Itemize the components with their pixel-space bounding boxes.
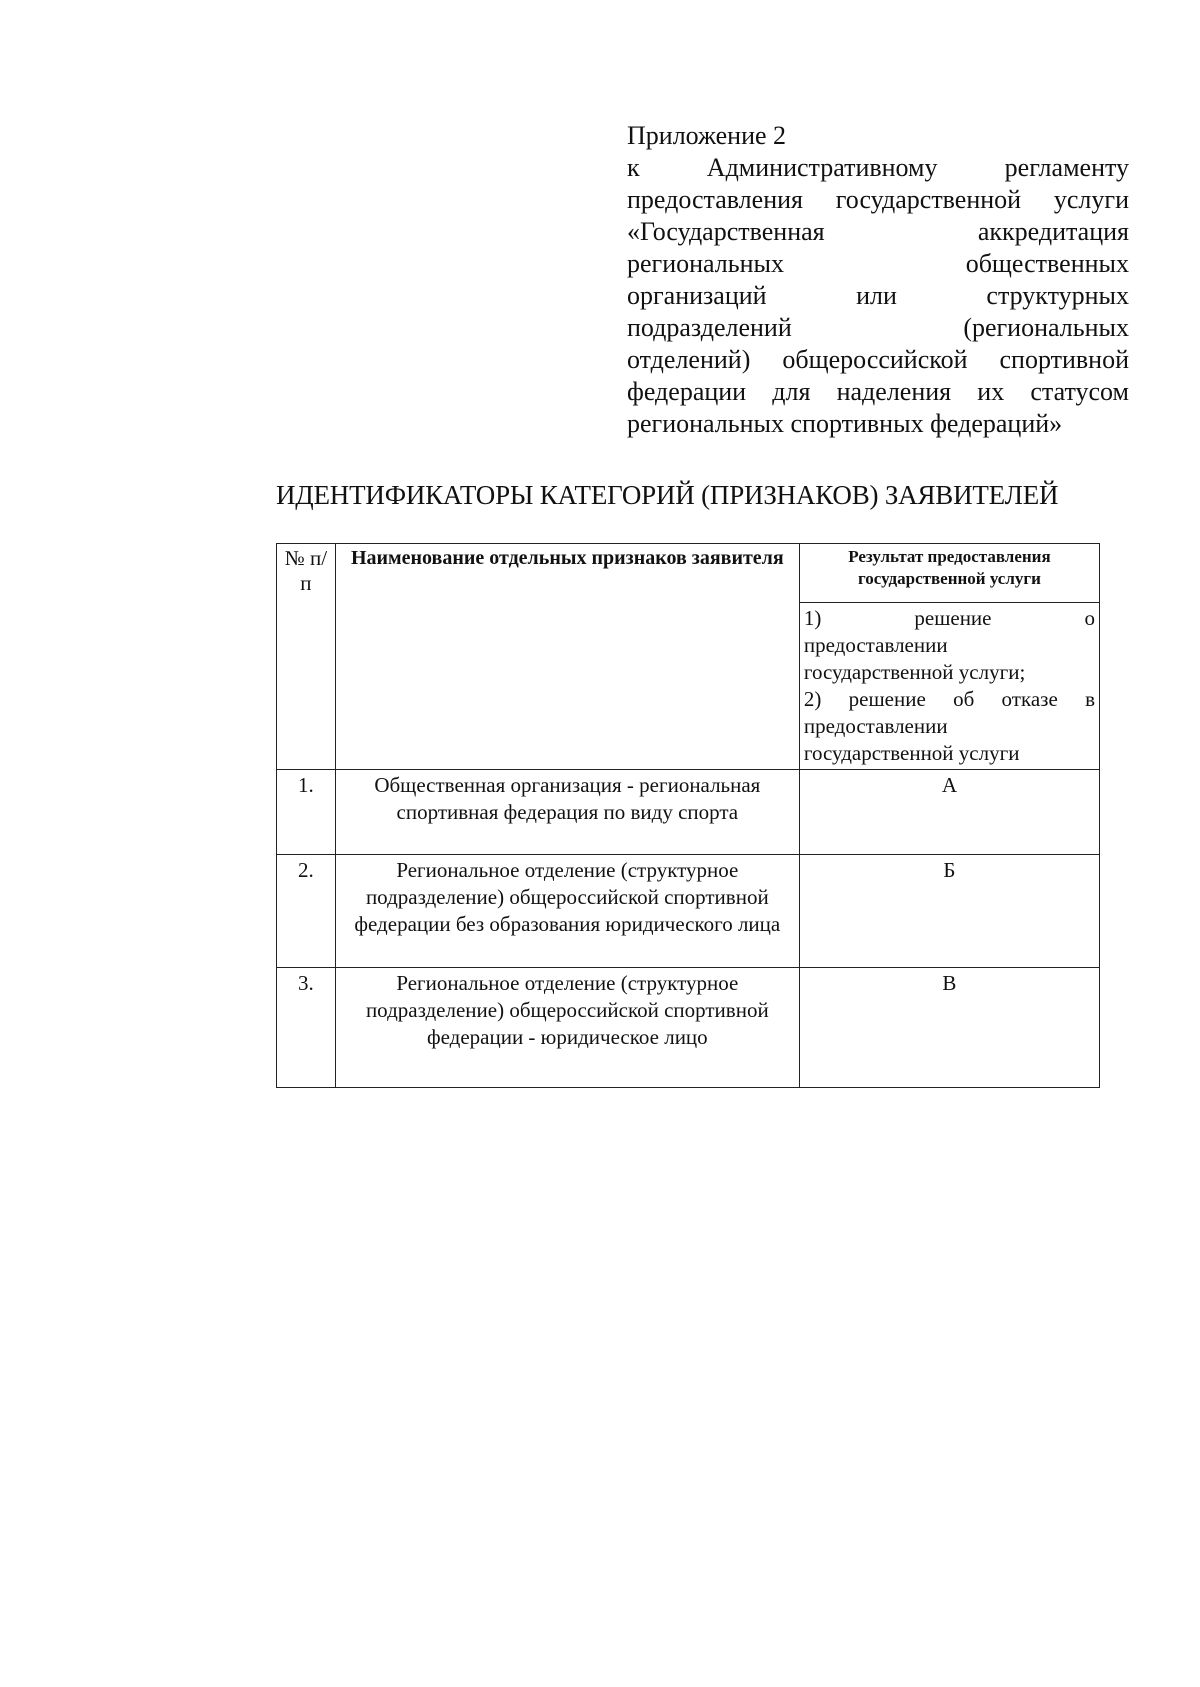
appendix-line: федерации для наделения их статусом [627, 377, 1129, 406]
appendix-line: подразделений (региональных [627, 313, 1129, 342]
row-name: Региональное отделение (структурное подразделение) общероссийской спортивной федерации - юридическое лицо [335, 968, 799, 1088]
table-header-row [277, 544, 1100, 603]
appendix-line: региональных общественных [627, 249, 1129, 278]
result-description-line: предоставлении [803, 633, 948, 657]
header-name: Наименование отдельных признаков заявителя [335, 544, 799, 770]
appendix-line: предоставления государственной услуги [627, 185, 1129, 214]
result-description-line: предоставлении [803, 714, 948, 738]
result-description-line: государственной услуги; [803, 660, 1026, 684]
row-number: 1. [277, 770, 336, 855]
appendix-title: Приложение 2 [627, 121, 787, 150]
header-number: № п/п [277, 544, 336, 770]
appendix-line: организаций или структурных [627, 281, 1129, 310]
row-code: А [799, 770, 1099, 855]
applicant-categories-table [276, 543, 1100, 1088]
table-row [277, 855, 1100, 968]
appendix-line: региональных спортивных федераций» [627, 409, 1063, 438]
appendix-line: к Административному регламенту [627, 153, 1129, 182]
result-description-line: 2) решение об отказе в [803, 687, 1095, 711]
row-number: 3. [277, 968, 336, 1088]
row-name: Региональное отделение (структурное подразделение) общероссийской спортивной федерации без образования юридического лица [335, 855, 799, 968]
document-heading: ИДЕНТИФИКАТОРЫ КАТЕГОРИЙ (ПРИЗНАКОВ) ЗАЯВИТЕЛЕЙ [276, 480, 1059, 510]
appendix-line: «Государственная аккредитация [627, 217, 1129, 246]
appendix-block [627, 120, 1129, 440]
table-row [277, 770, 1100, 855]
result-description [799, 603, 1099, 770]
result-description-line: 1) решение о [803, 606, 1095, 630]
row-code: В [799, 968, 1099, 1088]
row-code: Б [799, 855, 1099, 968]
row-name: Общественная организация - региональная спортивная федерация по виду спорта [335, 770, 799, 855]
header-result: Результат предоставления государственной услуги [799, 544, 1099, 603]
row-number: 2. [277, 855, 336, 968]
table-row [277, 968, 1100, 1088]
result-description-line: государственной услуги [803, 741, 1020, 765]
appendix-line: отделений) общероссийской спортивной [627, 345, 1129, 374]
